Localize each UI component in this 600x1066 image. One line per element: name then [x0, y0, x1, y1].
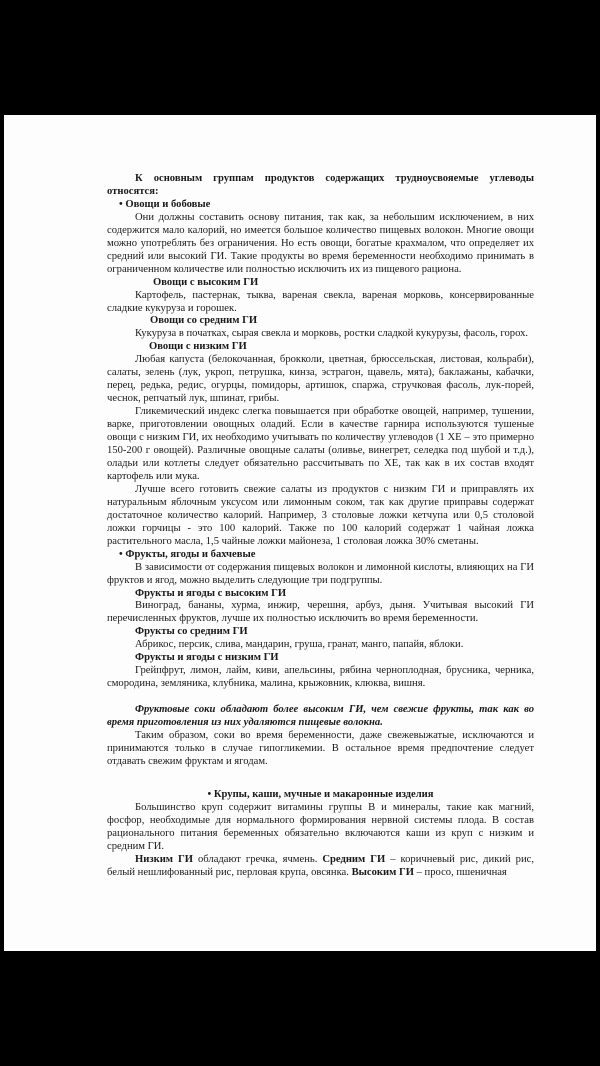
subheading-fruit-mid-gi: Фрукты со средним ГИ: [135, 626, 248, 638]
paragraph-veg-low-gi: Любая капуста (белокочанная, брокколи, цветная, брюссельская, листовая, кольраби), салаты, зелень (лук, укроп, петрушка, кинза, эстрагон, щавель, мята), баклажаны, кабачки, перец, редька, редис, огурцы, помидоры, артишок, спаржа, стручковая фасоль, лук-порей, чеснок, репчатый лук, шпинат, грибы.: [107, 354, 534, 405]
paragraph-fruit-intro: В зависимости от содержания пищевых волокон и лимонной кислоты, влияющих на ГИ фруктов и ягод, можно выделить следующие три подгруппы.: [107, 561, 534, 586]
grain-mid-gi-label: Средним ГИ: [322, 853, 386, 865]
juice-note: Фруктовые соки обладают более высоким ГИ, чем свежие фрукты, так как во время приготовления из них удаляются пищевые волокна.: [107, 704, 534, 729]
paragraph-veg-high-gi: Картофель, пастернак, тыква, вареная свекла, вареная морковь, консервированные сладкие кукурузa и горошек.: [107, 289, 534, 314]
spacer: [107, 769, 534, 789]
paragraph-veg-intro: Они должны составить основу питания, так как, за небольшим исключением, в них содержится мало калорий, но имеется большое количество пищевых волокон. Многие овощи можно употреблять без ограничения. Но есть овощи, богатые крахмалом, что определяет их средний или высокий ГИ. Такие продукты во время беременности необходимо принимать в ограниченном количестве или полностью исключить их из пищевого рациона.: [107, 211, 534, 275]
grain-low-gi-text: обладают гречка, ячмень.: [193, 853, 323, 865]
grain-high-gi-text: – просо, пшеничная: [413, 866, 507, 878]
grain-low-gi-label: Низким ГИ: [135, 853, 193, 865]
subheading-veg-high-gi: Овощи с высоким ГИ: [153, 276, 259, 288]
document-title: К основным группам продуктов содержащих трудноусвояемые углеводы относятся:: [107, 173, 534, 197]
paragraph-grain-gi: [107, 854, 534, 880]
paragraph-juice: Таким образом, соки во время беременности, даже свежевыжатые, исключаются и принимаются только в случае гипогликемии. В остальное время предпочтение следует отдавать свежим фруктам и ягодам.: [107, 730, 534, 767]
section-heading-fruits: • Фрукты, ягоды и бахчевые: [119, 548, 256, 560]
paragraph-grain-intro: Большинство круп содержит витамины группы В и минералы, такие как магний, фосфор, необходимые для нормального формирования нервной системы плода. В состав рационального питания беременных обязательно включаются каши из круп с низким и средним ГИ.: [107, 801, 534, 852]
section-heading-vegetables: • Овощи и бобовые: [119, 198, 211, 210]
paragraph-fruit-low-gi: Грейпфрут, лимон, лайм, киви, апельсины, рябина черноплодная, брусника, черника, смородина, земляника, клубника, малина, крыжовник, клюква, вишня.: [107, 665, 534, 690]
subheading-fruit-high-gi: Фрукты и ягоды с высоким ГИ: [135, 587, 287, 599]
paragraph-veg-mid-gi: Кукуруза в початках, сырая свекла и морковь, ростки сладкой кукурузы, фасоль, горох.: [135, 328, 529, 340]
paragraph-veg-salads: Лучше всего готовить свежие салаты из продуктов с низким ГИ и приправлять их натуральным яблочным уксусом или лимонным соком, так как другие приправы содержат достаточное количество калорий. Например, 3 столовые ложки кетчупа или 0,5 столовой ложки горчицы - это 100 калорий. Также по 100 калорий содержат 1 чайная ложка растительного масла, 1,5 чайные ложки майонеза, 1 столовая ложка 30% сметаны.: [107, 483, 534, 547]
paragraph-fruit-high-gi: Виноград, бананы, хурма, инжир, черешня, арбуз, дыня. Учитывая высокий ГИ перечисленных фруктов, лучше их полностью исключить во время беременности.: [107, 600, 534, 625]
grain-high-gi-label: Высоким ГИ: [351, 866, 414, 878]
paragraph-veg-gi-processing: Гликемический индекс слегка повышается при обработке овощей, например, тушении, варке, приготовлении овощных оладий. Если в качестве гарнира используются тушеные овощи с низким ГИ, их необходимо учитывать по количеству углеводов (1 ХЕ – это примерно 150-200 г овощей). Различные овощные салаты (оливье, винегрет, селедка под шубой и т.д.), оладьи или котлеты следует обязательно рассчитывать по ХЕ, так как в их состав входят картофель или мука.: [107, 406, 534, 482]
section-heading-grains: • Крупы, каши, мучные и макаронные изделия: [207, 788, 434, 800]
subheading-veg-mid-gi: Овощи со средним ГИ: [150, 315, 258, 327]
grain-mid-gi-text: – коричневый рис, дикий рис, белый нешлифованный рис, перловая крупа, овсянка.: [107, 853, 534, 878]
subheading-veg-low-gi: Овощи с низким ГИ: [149, 341, 247, 353]
spacer: [107, 691, 534, 704]
paragraph-fruit-mid-gi: Абрикос, персик, слива, мандарин, груша, гранат, манго, папайя, яблоки.: [135, 639, 464, 651]
subheading-fruit-low-gi: Фрукты и ягоды с низким ГИ: [135, 652, 279, 664]
document-page: [4, 115, 596, 951]
